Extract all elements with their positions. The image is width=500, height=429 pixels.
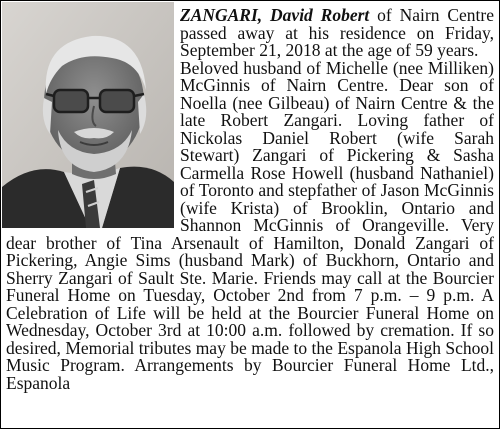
obituary-body: Beloved husband of Michelle (nee Milliken) McGinnis of Nairn Centre. Dear son of Noella (nee Gilbeau) of Nairn Centre & the late Robert Zangari. Loving father of Nickolas Daniel Robert (wife Sarah Stewart) Zangari of Pickering & Sasha Carmella Rose Howell (husband Nathaniel) of Toronto and stepfather of Jason McGinnis (wife Krista) of Brooklin, Ontario and Shannon McGinnis of Orangeville. Very dear brother of Tina Arsenault of Hamilton, Donald Zangari of Pickering, Angie Sims (husband Mark) of Buckhorn, Ontario and Sherry Zangari of Sault Ste. Marie. Friends may call at the Bourcier Funeral Home on Tuesday, October 2nd from 7 p.m. – 9 p.m. A Celebration of Life will be held at the Bourcier Funeral Home on Wednesday, October 3rd at 10:00 a.m. followed by cremation. If so desired, Memorial tributes may be made to the Espanola High School Music Program. Arrangements by Bourcier Funeral Home Ltd., Espanola xyxy=(6,57,494,393)
photo-spacer xyxy=(6,7,180,229)
obituary-text xyxy=(6,7,494,392)
deceased-name: ZANGARI, David Robert xyxy=(180,5,370,25)
obituary-intro: of Nairn Centre passed away at his residence on Friday, September 21, 2018 at the age of 59 years. xyxy=(180,5,494,60)
